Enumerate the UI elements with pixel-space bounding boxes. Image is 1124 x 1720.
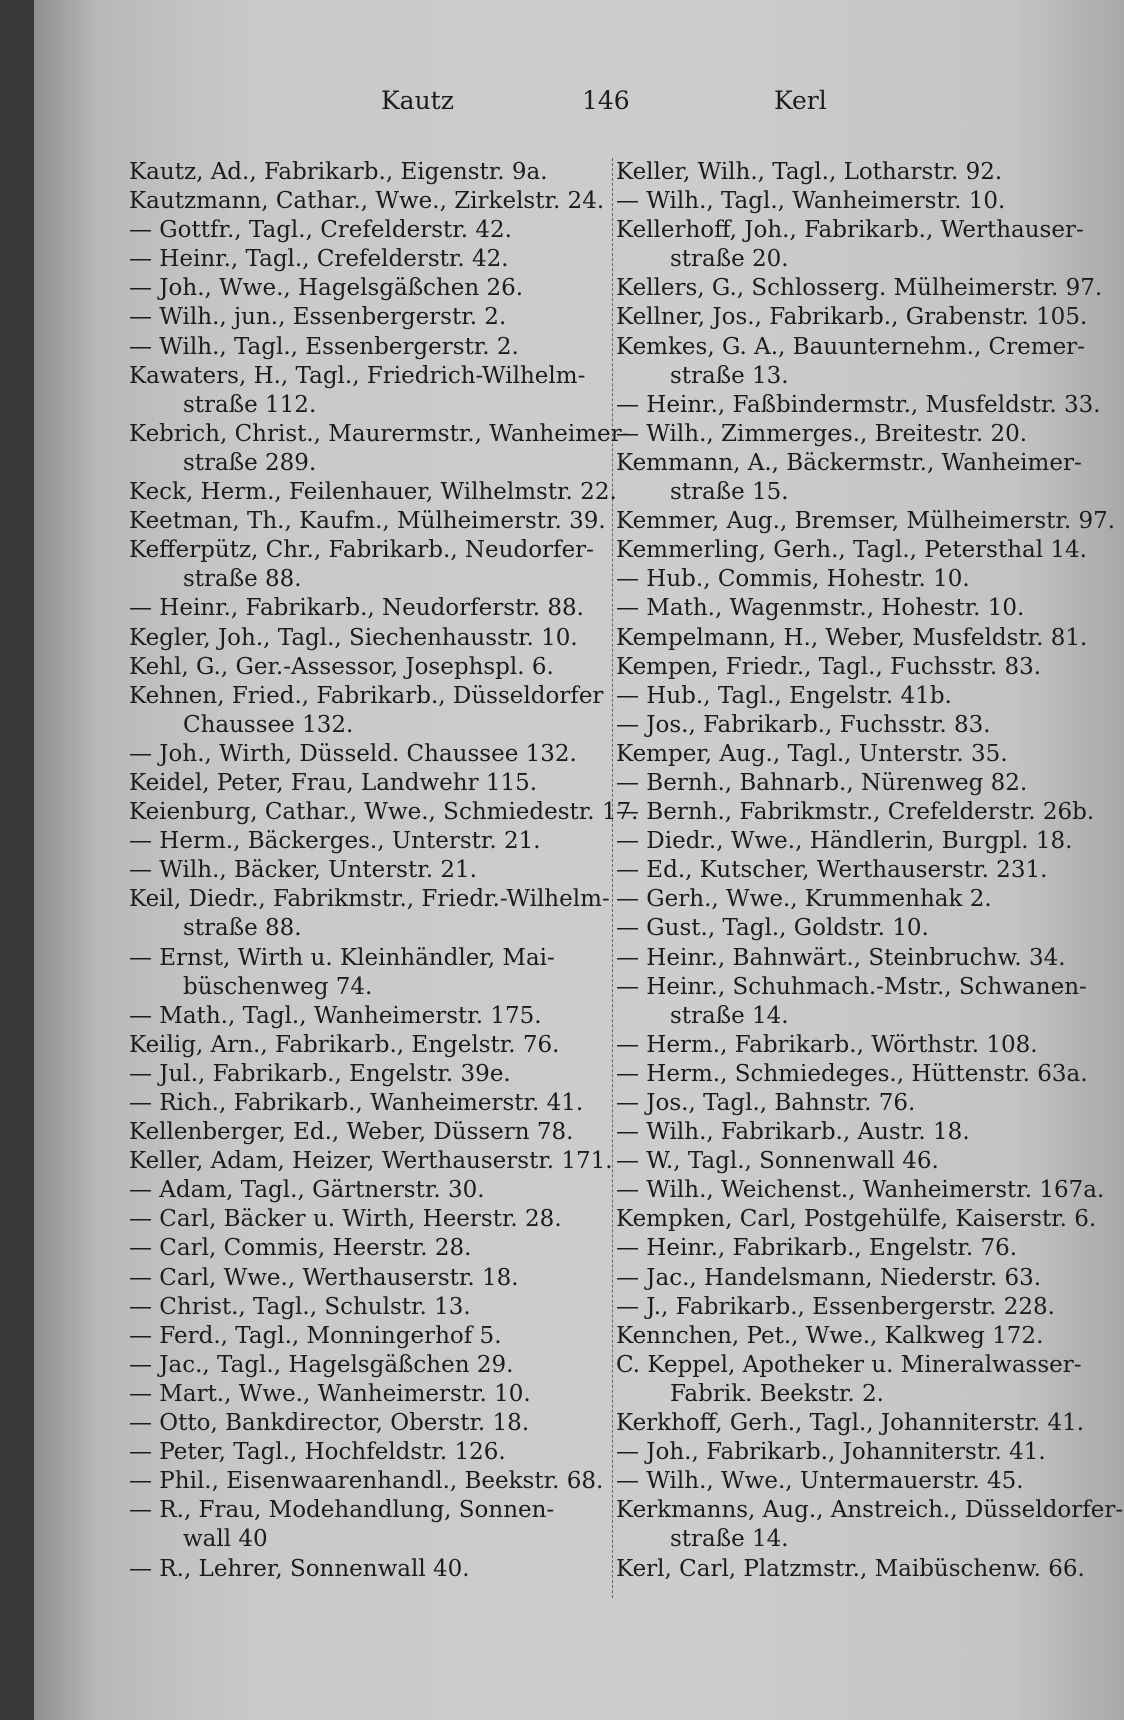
directory-entry: — Peter, Tagl., Hochfeldstr. 126. xyxy=(129,1439,506,1466)
directory-entry: Kempen, Friedr., Tagl., Fuchsstr. 83. xyxy=(616,653,1042,680)
directory-entry: — Bernh., Bahnarb., Nürenweg 82. xyxy=(616,769,1028,796)
directory-entry: — Wilh., Fabrikarb., Austr. 18. xyxy=(616,1119,970,1146)
directory-entry: — Wilh., jun., Essenbergerstr. 2. xyxy=(129,304,507,331)
directory-entry: — Rich., Fabrikarb., Wanheimerstr. 41. xyxy=(129,1090,584,1116)
directory-entry: — Math., Tagl., Wanheimerstr. 175. xyxy=(129,1002,542,1029)
directory-entry: — Jac., Handelsmann, Niederstr. 63. xyxy=(616,1264,1042,1291)
directory-entry: — Wilh., Weichenst., Wanheimerstr. 167a. xyxy=(616,1177,1105,1204)
directory-entry: — Heinr., Tagl., Crefelderstr. 42. xyxy=(129,246,509,273)
directory-entry: — Ernst, Wirth u. Kleinhändler, Mai- xyxy=(129,944,555,971)
directory-entry: Kehl, G., Ger.-Assessor, Josephspl. 6. xyxy=(129,653,554,680)
directory-entry: — Jul., Fabrikarb., Engelstr. 39e. xyxy=(129,1060,511,1087)
directory-entry: — Adam, Tagl., Gärtnerstr. 30. xyxy=(129,1177,485,1204)
directory-entry: Kerl, Carl, Platzmstr., Maibüschenw. 66. xyxy=(616,1555,1085,1582)
directory-entry: — W., Tagl., Sonnenwall 46. xyxy=(616,1148,939,1175)
directory-entry: Kebrich, Christ., Maurermstr., Wanheimer- xyxy=(129,420,630,447)
directory-entry: Kennchen, Pet., Wwe., Kalkweg 172. xyxy=(616,1322,1044,1349)
directory-entry: — Heinr., Fabrikarb., Neudorferstr. 88. xyxy=(129,595,584,622)
directory-entry: — Wilh., Wwe., Untermauerstr. 45. xyxy=(616,1468,1024,1495)
directory-entry: Keil, Diedr., Fabrikmstr., Friedr.-Wilhelm- xyxy=(129,886,610,913)
directory-entry: Kempelmann, H., Weber, Musfeldstr. 81. xyxy=(616,624,1088,651)
directory-entry: Kautz, Ad., Fabrikarb., Eigenstr. 9a. xyxy=(129,159,548,185)
directory-entry: — Math., Wagenmstr., Hohestr. 10. xyxy=(616,595,1025,622)
directory-entry: Keidel, Peter, Frau, Landwehr 115. xyxy=(129,769,538,796)
directory-entry: — Gust., Tagl., Goldstr. 10. xyxy=(616,915,929,942)
directory-entry: Keetman, Th., Kaufm., Mülheimerstr. 39. xyxy=(129,508,606,535)
directory-entry-continuation: Fabrik. Beekstr. 2. xyxy=(670,1380,884,1407)
directory-entry: Kellner, Jos., Fabrikarb., Grabenstr. 105. xyxy=(616,304,1088,331)
header-last-entry: Kerl xyxy=(774,86,827,115)
directory-entry-continuation: straße 13. xyxy=(670,362,789,389)
directory-entry: — J., Fabrikarb., Essenbergerstr. 228. xyxy=(616,1293,1055,1320)
directory-entry: — Gottfr., Tagl., Crefelderstr. 42. xyxy=(129,217,512,244)
directory-entry: — Wilh., Tagl., Essenbergerstr. 2. xyxy=(129,333,519,360)
directory-entry: — Herm., Schmiedeges., Hüttenstr. 63a. xyxy=(616,1060,1088,1087)
directory-page xyxy=(34,0,1124,1720)
directory-entry-continuation: straße 14. xyxy=(670,1526,789,1553)
directory-entry: C. Keppel, Apotheker u. Mineralwasser- xyxy=(616,1351,1082,1378)
right-column xyxy=(616,158,1124,1584)
directory-entry: — Hub., Commis, Hohestr. 10. xyxy=(616,566,970,593)
directory-entry: Kerkmanns, Aug., Anstreich., Düsseldorfer- xyxy=(616,1497,1124,1524)
directory-entry: Kehnen, Fried., Fabrikarb., Düsseldorfer xyxy=(129,682,604,709)
left-column xyxy=(129,158,639,1584)
directory-entry: — Otto, Bankdirector, Oberstr. 18. xyxy=(129,1410,530,1437)
directory-entry: — Carl, Bäcker u. Wirth, Heerstr. 28. xyxy=(129,1206,562,1233)
directory-entry-continuation: straße 289. xyxy=(183,449,317,476)
directory-entry-continuation: straße 15. xyxy=(670,479,789,506)
directory-entry: Keck, Herm., Feilenhauer, Wilhelmstr. 22. xyxy=(129,479,617,506)
directory-entry: — Carl, Wwe., Werthauserstr. 18. xyxy=(129,1264,519,1291)
directory-entry: — Heinr., Bahnwärt., Steinbruchw. 34. xyxy=(616,944,1066,971)
directory-entry: Keller, Wilh., Tagl., Lotharstr. 92. xyxy=(616,159,1003,185)
directory-entry: — Jac., Tagl., Hagelsgäßchen 29. xyxy=(129,1351,514,1378)
directory-entry: — Diedr., Wwe., Händlerin, Burgpl. 18. xyxy=(616,828,1073,855)
directory-entry: — Jos., Fabrikarb., Fuchsstr. 83. xyxy=(616,711,991,738)
directory-entry: Keilig, Arn., Fabrikarb., Engelstr. 76. xyxy=(129,1031,560,1058)
directory-entry-continuation: büschenweg 74. xyxy=(183,973,373,1000)
directory-entry: — Heinr., Schuhmach.-Mstr., Schwanen- xyxy=(616,973,1087,1000)
directory-entry: — R., Frau, Modehandlung, Sonnen- xyxy=(129,1497,555,1524)
directory-entry: — Herm., Fabrikarb., Wörthstr. 108. xyxy=(616,1031,1038,1058)
directory-entry-continuation: straße 20. xyxy=(670,246,789,273)
directory-entry-continuation: straße 88. xyxy=(183,915,302,942)
directory-entry: Kegler, Joh., Tagl., Siechenhausstr. 10. xyxy=(129,624,578,651)
directory-entry: — Christ., Tagl., Schulstr. 13. xyxy=(129,1293,471,1320)
directory-entry-continuation: wall 40 xyxy=(183,1526,268,1553)
directory-entry: — Joh., Fabrikarb., Johanniterstr. 41. xyxy=(616,1439,1046,1466)
page-number: 146 xyxy=(582,86,630,115)
directory-entry: Kerkhoff, Gerh., Tagl., Johanniterstr. 41. xyxy=(616,1410,1085,1437)
directory-entry: — Gerh., Wwe., Krummenhak 2. xyxy=(616,886,992,913)
directory-entry-continuation: Chaussee 132. xyxy=(183,711,354,738)
directory-entry: Kemmer, Aug., Bremser, Mülheimerstr. 97. xyxy=(616,508,1116,535)
directory-entry: — R., Lehrer, Sonnenwall 40. xyxy=(129,1555,470,1582)
directory-entry: Kautzmann, Cathar., Wwe., Zirkelstr. 24. xyxy=(129,188,605,215)
directory-entry: Keller, Adam, Heizer, Werthauserstr. 171. xyxy=(129,1148,613,1175)
directory-entry: Kemkes, G. A., Bauunternehm., Cremer- xyxy=(616,333,1085,360)
directory-entry: — Wilh., Tagl., Wanheimerstr. 10. xyxy=(616,188,1006,215)
directory-entry: — Wilh., Zimmerges., Breitestr. 20. xyxy=(616,420,1028,447)
directory-entry: — Hub., Tagl., Engelstr. 41b. xyxy=(616,682,952,709)
directory-entry-continuation: straße 88. xyxy=(183,566,302,593)
directory-entry: — Ed., Kutscher, Werthauserstr. 231. xyxy=(616,857,1048,884)
directory-entry: Kemmerling, Gerh., Tagl., Petersthal 14. xyxy=(616,537,1087,564)
directory-entry: — Heinr., Fabrikarb., Engelstr. 76. xyxy=(616,1235,1018,1262)
directory-entry: Kemper, Aug., Tagl., Unterstr. 35. xyxy=(616,740,1008,767)
directory-entry-continuation: straße 14. xyxy=(670,1002,789,1029)
directory-entry: — Mart., Wwe., Wanheimerstr. 10. xyxy=(129,1380,531,1407)
directory-entry: Kefferpütz, Chr., Fabrikarb., Neudorfer- xyxy=(129,537,594,564)
directory-entry: — Carl, Commis, Heerstr. 28. xyxy=(129,1235,472,1262)
directory-entry: — Joh., Wwe., Hagelsgäßchen 26. xyxy=(129,275,524,302)
directory-entry: — Herm., Bäckerges., Unterstr. 21. xyxy=(129,828,541,855)
directory-entry: — Ferd., Tagl., Monningerhof 5. xyxy=(129,1322,502,1349)
directory-entry: Keienburg, Cathar., Wwe., Schmiedestr. 17. xyxy=(129,799,639,826)
directory-entry: — Jos., Tagl., Bahnstr. 76. xyxy=(616,1090,916,1116)
directory-entry: Kellenberger, Ed., Weber, Düssern 78. xyxy=(129,1119,574,1146)
directory-entry: — Heinr., Faßbindermstr., Musfeldstr. 33. xyxy=(616,391,1101,418)
directory-entry: Kawaters, H., Tagl., Friedrich-Wilhelm- xyxy=(129,362,586,389)
directory-entry: Kellerhoff, Joh., Fabrikarb., Werthauser- xyxy=(616,217,1084,244)
header-first-entry: Kautz xyxy=(381,86,454,115)
directory-entry: Kellers, G., Schlosserg. Mülheimerstr. 97. xyxy=(616,275,1103,302)
directory-entry: — Wilh., Bäcker, Unterstr. 21. xyxy=(129,857,477,884)
directory-entry-continuation: straße 112. xyxy=(183,391,317,418)
directory-entry: Kempken, Carl, Postgehülfe, Kaiserstr. 6. xyxy=(616,1206,1097,1233)
directory-entry: — Joh., Wirth, Düsseld. Chaussee 132. xyxy=(129,740,577,767)
directory-entry: — Bernh., Fabrikmstr., Crefelderstr. 26b. xyxy=(616,799,1095,826)
directory-entry: Kemmann, A., Bäckermstr., Wanheimer- xyxy=(616,449,1082,476)
directory-entry: — Phil., Eisenwaarenhandl., Beekstr. 68. xyxy=(129,1468,604,1495)
